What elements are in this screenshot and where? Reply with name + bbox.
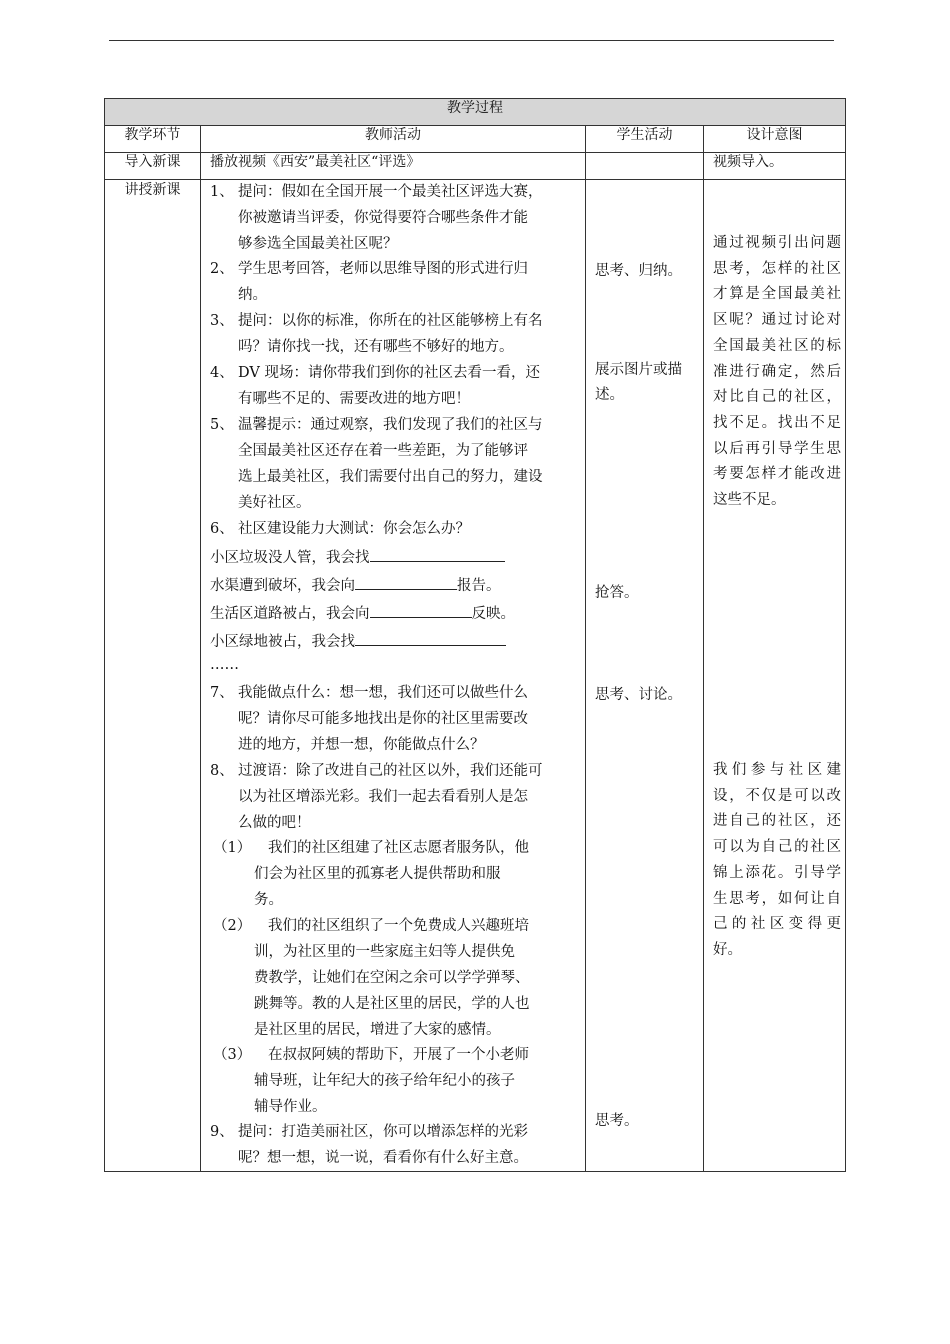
column-divider: [585, 125, 586, 1171]
fill-blank: [370, 601, 472, 618]
sub-item-line: 们会为社区里的孤寡老人提供帮助和服: [254, 866, 501, 882]
fill-blank: [370, 545, 505, 562]
fill-blank: [355, 573, 457, 590]
ellipsis: ……: [210, 657, 239, 673]
teacher-line: 吗？请你找一找，还有哪些不够好的地方。: [238, 339, 514, 355]
teacher-line: 你被邀请当评委，你觉得要符合哪些条件才能: [238, 210, 528, 226]
teacher-line: 选上最美社区，我们需要付出自己的努力，建设: [238, 469, 543, 485]
header-student: 学生活动: [616, 127, 673, 143]
intent-paragraph: 通过视频引出问题思考，怎样的社区才算是全国最美社区呢？通过讨论对全国最美社区的标准进行确定，然后对比自己的社区，找不足。找出不足以后再引导学生思考要怎样才能改进这些不足。: [713, 235, 841, 509]
teacher-line-num: 3、: [210, 313, 234, 329]
fill-line: [210, 573, 501, 596]
header-rule: [109, 40, 834, 41]
header-teacher: 教师活动: [365, 127, 421, 143]
sub-item-line: 费教学，让她们在空闲之余可以学学弹琴、: [254, 970, 530, 986]
column-divider: [200, 125, 201, 1171]
fill-line: [210, 601, 515, 624]
header-stage: 教学环节: [124, 127, 181, 143]
sub-item-line: 辅导班，让年纪大的孩子给年纪小的孩子: [254, 1073, 515, 1089]
fill-line-text: 水渠遭到破坏，我会向: [210, 578, 355, 594]
teacher-line: DV 现场：请你带我们到你的社区去看一看，还: [238, 365, 540, 381]
sub-item-num: （3）: [213, 1047, 252, 1063]
fill-line: [210, 545, 505, 568]
intro-teacher: 播放视频《西安”最美社区“评选》: [210, 154, 421, 170]
column-divider: [703, 125, 704, 1171]
student-note: 展示图片或描: [595, 362, 682, 378]
intent-paragraph: 我们参与社区建设，不仅是可以改进自己的社区，还可以为自己的社区锦上添花。引导学生思考，如何让自己的社区变得更好。: [713, 762, 841, 958]
teacher-line: 进的地方，并想一想，你能做点什么？: [238, 737, 485, 753]
sub-item-line: 辅导作业。: [254, 1099, 327, 1115]
teacher-line-num: 8、: [210, 763, 234, 779]
sub-item-num: （1）: [213, 840, 252, 856]
student-note: 思考、归纳。: [595, 263, 682, 279]
fill-line-suffix: 反映。: [471, 606, 515, 622]
sub-item-line: 在叔叔阿姨的帮助下，开展了一个小老师: [268, 1047, 529, 1063]
row-divider: [105, 179, 845, 180]
teacher-line-num: 2、: [210, 261, 234, 277]
teacher-line-num: 9、: [210, 1124, 234, 1140]
teacher-line: 以为社区增添光彩。我们一起去看看别人是怎: [238, 789, 528, 805]
teacher-line: 呢？想一想，说一说，看看你有什么好主意。: [238, 1150, 528, 1166]
sub-item-line: 我们的社区组织了一个免费成人兴趣班培: [268, 918, 529, 934]
teacher-line: 提问：打造美丽社区，你可以增添怎样的光彩: [238, 1124, 528, 1140]
teacher-line: 够参选全国最美社区呢？: [238, 236, 398, 252]
main-stage: 讲授新课: [124, 182, 181, 198]
sub-item-line: 跳舞等。教的人是社区里的居民，学的人也: [254, 996, 530, 1012]
teacher-line: 全国最美社区还存在着一些差距，为了能够评: [238, 443, 528, 459]
sub-item-num: （2）: [213, 918, 252, 934]
teacher-line-num: 4、: [210, 365, 234, 381]
teacher-line-num: 6、: [210, 521, 234, 537]
teacher-line: 美好社区。: [238, 495, 311, 511]
teacher-line-num: 7、: [210, 685, 234, 701]
fill-line: [210, 629, 506, 652]
teacher-line-num: 5、: [210, 417, 234, 433]
fill-line-text: 小区垃圾没人管，我会找: [210, 550, 370, 566]
sub-item-line: 务。: [254, 892, 283, 908]
sub-item-line: 我们的社区组建了社区志愿者服务队，他: [268, 840, 529, 856]
teaching-process-table: [104, 98, 846, 1172]
teacher-line: 社区建设能力大测试：你会怎么办？: [238, 521, 470, 537]
teacher-line: 么做的吧！: [238, 815, 311, 831]
sub-item-line: 训，为社区里的一些家庭主妇等人提供免: [254, 944, 515, 960]
fill-line-suffix: 报告。: [457, 578, 501, 594]
teacher-line: 呢？请你尽可能多地找出是你的社区里需要改: [238, 711, 528, 727]
intro-intent: 视频导入。: [713, 154, 783, 170]
fill-line-text: 生活区道路被占，我会向: [210, 606, 370, 622]
teacher-line: 温馨提示：通过观察，我们发现了我们的社区与: [238, 417, 543, 433]
teacher-line: 我能做点什么：想一想，我们还可以做些什么: [238, 685, 528, 701]
teacher-line: 有哪些不足的、需要改进的地方吧！: [238, 391, 470, 407]
student-note: 思考、讨论。: [595, 687, 682, 703]
header-intent: 设计意图: [746, 127, 803, 143]
teacher-line: 提问：以你的标准，你所在的社区能够榜上有名: [238, 313, 543, 329]
teacher-line: 纳。: [238, 287, 267, 303]
teacher-line: 过渡语：除了改进自己的社区以外，我们还能可: [238, 763, 543, 779]
intro-stage: 导入新课: [124, 154, 181, 170]
fill-line-text: 小区绿地被占，我会找: [210, 634, 355, 650]
table-title: 教学过程: [105, 99, 845, 126]
student-note: 抢答。: [595, 585, 639, 601]
teacher-line: 提问：假如在全国开展一个最美社区评选大赛，: [238, 184, 543, 200]
student-note: 思考。: [595, 1113, 639, 1129]
sub-item-line: 是社区里的居民，增进了大家的感情。: [254, 1022, 501, 1038]
teacher-line-num: 1、: [210, 184, 234, 200]
fill-blank: [355, 629, 506, 646]
student-note: 述。: [595, 387, 624, 403]
teacher-line: 学生思考回答，老师以思维导图的形式进行归: [238, 261, 528, 277]
